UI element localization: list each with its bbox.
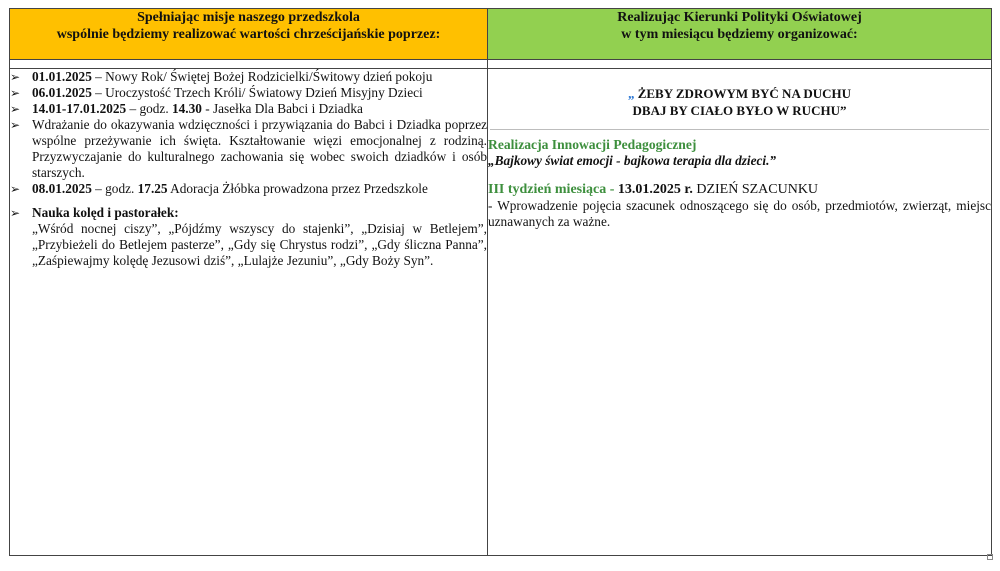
- spacer-cell-right: [488, 60, 992, 69]
- innovation-title: Realizacja Innowacji Pedagogicznej: [488, 137, 697, 152]
- event-text: – godz.: [126, 101, 172, 116]
- slogan-open-quote: „: [627, 86, 635, 101]
- policy-cell: [488, 69, 992, 556]
- week-date: 13.01.2025 r.: [617, 182, 693, 197]
- week-name: DZIEŃ SZACUNKU: [692, 182, 819, 197]
- week-description: - Wprowadzenie pojęcia szacunek odnoszącego się do osób, przedmiotów, zwierząt, miejsc uznawanych za ważne.: [488, 198, 991, 229]
- header-left-line2: wspólnie będziemy realizować wartości chrześcijańskie poprzez:: [56, 27, 441, 42]
- list-item: [10, 85, 487, 101]
- header-left-cell: [10, 9, 488, 60]
- list-item: [10, 117, 487, 181]
- plan-table: [9, 8, 992, 556]
- event-text: – godz.: [91, 181, 138, 196]
- arrow-bullet-icon: ➢: [10, 118, 21, 132]
- header-left-line1: Spełniając misje naszego przedszkola: [137, 10, 360, 25]
- slogan-line2: DBAJ BY CIAŁO BYŁO W RUCHU”: [632, 103, 847, 118]
- carols-list: „Wśród nocnej ciszy”, „Pójdźmy wszyscy do stajenki”, „Dzisiaj w Betlejem”, „Przybieżeli do Betlejem pasterze”, „Gdy się Chrystus rodzi”, „Gdy śliczna Panna”, „Zaśpiewajmy kolędę Jezusowi dziś”, „Lulajże Jezuniu”, „Gdy Boży Syn”.: [32, 221, 487, 268]
- event-text: – Nowy Rok/ Świętej Bożej Rodzicielki/Świtowy dzień pokoju: [91, 69, 433, 84]
- list-item: [10, 69, 487, 85]
- event-date: 08.01.2025: [32, 181, 92, 196]
- table-resize-handle[interactable]: [987, 554, 993, 560]
- carols-title: Nauka kolęd i pastorałek:: [32, 205, 179, 220]
- arrow-bullet-icon: ➢: [10, 102, 21, 116]
- list-item: [10, 181, 487, 197]
- slogan-line1: ŻEBY ZDROWYM BYĆ NA DUCHU: [634, 86, 852, 101]
- event-text: Wdrażanie do okazywania wdzięczności i przywiązania do Babci i Dziadka poprzez wspólne przeżywanie ich święta. Kształtowanie więzi emocjonalnej z rodziną. Przyzwyczajanie do kulturalnego zachowania się wobec swoich dziadków i osób starszych.: [32, 117, 487, 180]
- values-cell: [10, 69, 488, 556]
- arrow-bullet-icon: ➢: [10, 206, 21, 220]
- event-time: 17.25: [137, 181, 168, 196]
- slogan: [488, 85, 991, 129]
- week-heading: [488, 182, 991, 198]
- event-date: 14.01-17.01.2025: [32, 101, 127, 116]
- event-text: - Jasełka Dla Babci i Dziadka: [201, 101, 363, 116]
- event-time: 14.30: [171, 101, 202, 116]
- arrow-bullet-icon: ➢: [10, 182, 21, 196]
- divider: [490, 129, 989, 130]
- values-list: [10, 69, 487, 269]
- list-item: [10, 205, 487, 269]
- event-text: Adoracja Żłóbka prowadzona przez Przedszkole: [167, 181, 428, 196]
- arrow-bullet-icon: ➢: [10, 70, 21, 84]
- week-label: III tydzień miesiąca -: [488, 182, 618, 197]
- header-right-cell: [488, 9, 992, 60]
- event-text: – Uroczystość Trzech Króli/ Światowy Dzień Misyjny Dzieci: [91, 85, 423, 100]
- innovation-subtitle: „Bajkowy świat emocji - bajkowa terapia dla dzieci.”: [488, 153, 777, 168]
- event-date: 06.01.2025: [32, 85, 92, 100]
- header-right-line1: Realizując Kierunki Polityki Oświatowej: [617, 10, 862, 25]
- arrow-bullet-icon: ➢: [10, 86, 21, 100]
- event-date: 01.01.2025: [32, 69, 92, 84]
- list-item: [10, 101, 487, 117]
- spacer-cell-left: [10, 60, 488, 69]
- header-right-line2: w tym miesiącu będziemy organizować:: [621, 27, 858, 42]
